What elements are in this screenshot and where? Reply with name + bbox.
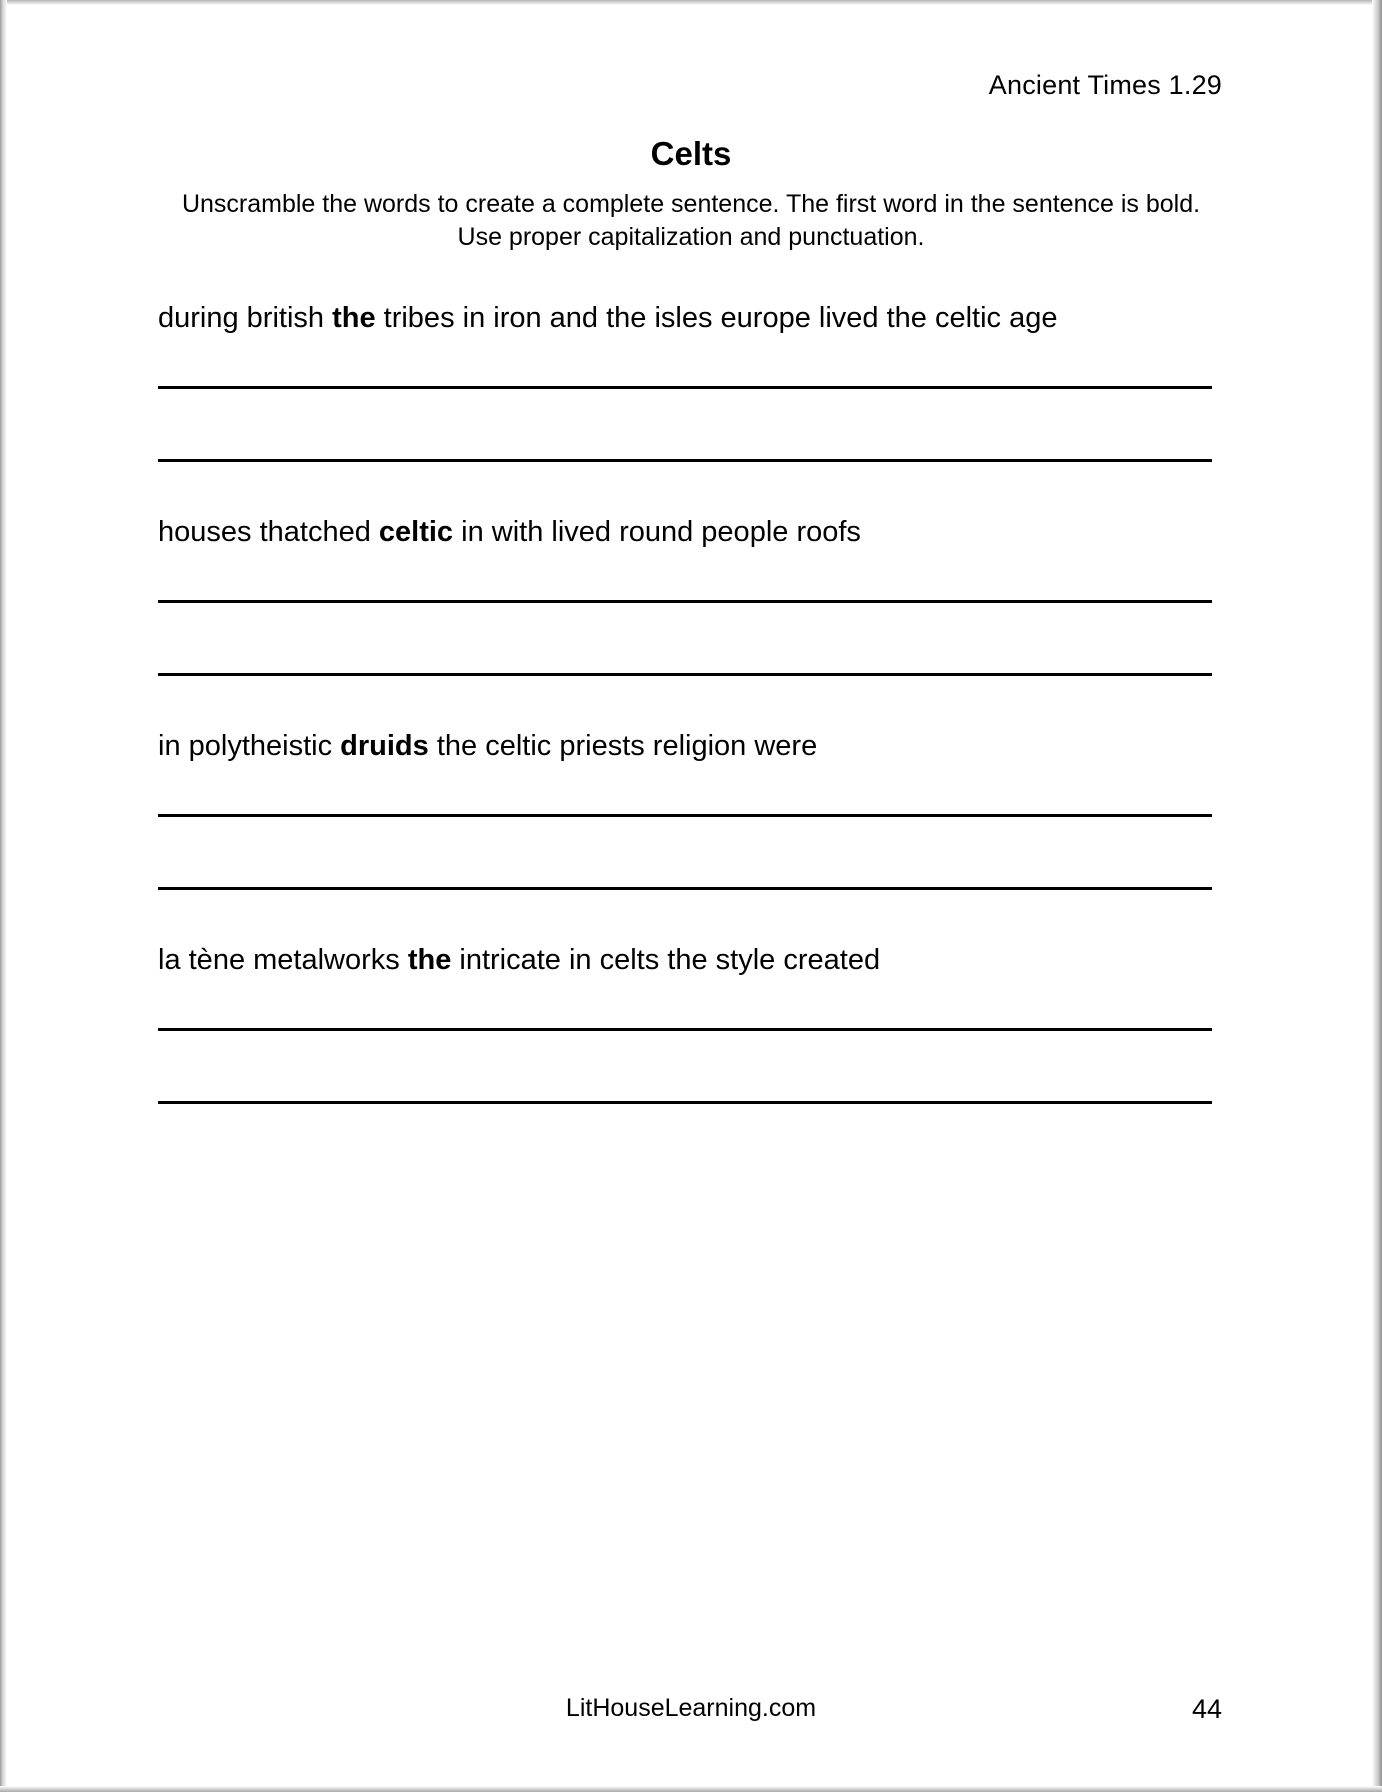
exercise-item-1: [158, 300, 1218, 462]
sentence-suffix: intricate in celts the style created: [451, 944, 881, 976]
scrambled-sentence-2: [158, 514, 1218, 550]
scrambled-sentence-3: [158, 728, 1218, 764]
sentence-suffix: in with lived round people roofs: [453, 516, 861, 548]
worksheet-footer: [0, 1672, 1382, 1792]
sentence-prefix: during british: [158, 302, 333, 334]
footer-site-label: LitHouseLearning.com: [565, 1694, 817, 1722]
answer-line[interactable]: [158, 600, 1212, 603]
answer-line[interactable]: [158, 1101, 1212, 1104]
sentence-prefix: la tène metalworks: [158, 944, 408, 976]
instructions-text: Unscramble the words to create a complete sentence. The first word in the sentence is bold. Use proper capitalization and punctuation.: [181, 190, 1201, 251]
scrambled-sentence-1: [158, 300, 1218, 336]
sentence-suffix: tribes in iron and the isles europe lived the celtic age: [375, 302, 1058, 334]
scrambled-sentence-4: [158, 942, 1218, 978]
sentence-bold-word: druids: [340, 730, 429, 762]
exercise-list: [158, 300, 1218, 1156]
sentence-prefix: houses thatched: [158, 516, 379, 548]
sentence-suffix: the celtic priests religion were: [428, 730, 818, 762]
page-title: Celts: [650, 135, 732, 172]
sentence-bold-word: the: [332, 302, 376, 334]
instructions: [0, 188, 1382, 254]
answer-line[interactable]: [158, 673, 1212, 676]
sentence-prefix: in polytheistic: [158, 730, 341, 762]
worksheet-header-label: Ancient Times 1.29: [988, 70, 1222, 100]
exercise-item-2: [158, 514, 1218, 676]
answer-line[interactable]: [158, 887, 1212, 890]
exercise-item-4: [158, 942, 1218, 1104]
answer-line[interactable]: [158, 386, 1212, 389]
sentence-bold-word: celtic: [378, 516, 454, 548]
sentence-bold-word: the: [407, 944, 452, 976]
answer-line[interactable]: [158, 814, 1212, 817]
answer-line[interactable]: [158, 459, 1212, 462]
exercise-item-3: [158, 728, 1218, 890]
answer-line[interactable]: [158, 1028, 1212, 1031]
footer-page-number: 44: [1191, 1694, 1222, 1724]
